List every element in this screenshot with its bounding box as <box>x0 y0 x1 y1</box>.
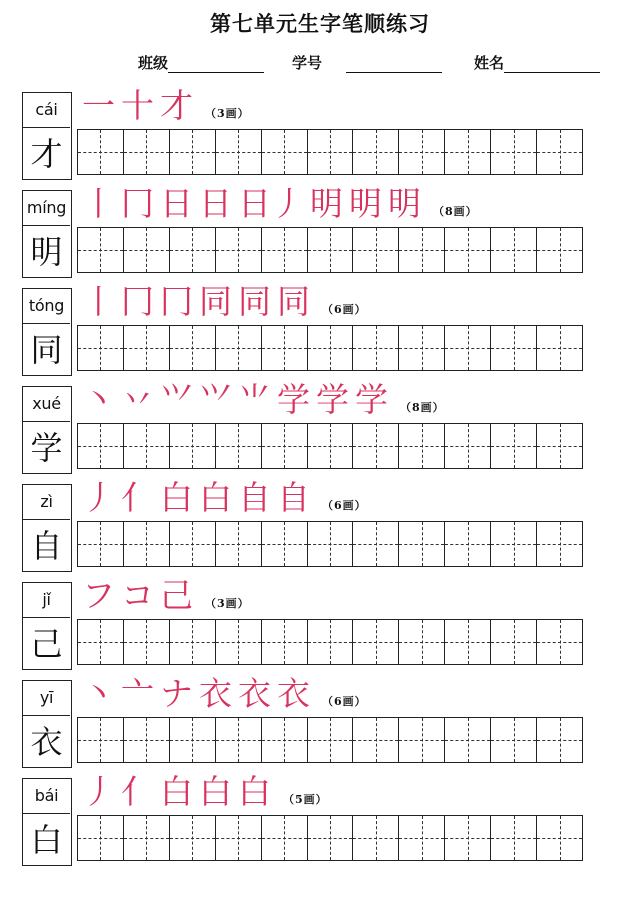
writing-cell[interactable] <box>78 130 124 174</box>
stroke-order-sequence <box>82 84 250 128</box>
stroke-step: 白 <box>199 478 232 517</box>
stroke-step: 亻 <box>121 772 154 811</box>
stroke-step: 学 <box>316 380 349 419</box>
writing-cell[interactable] <box>216 424 262 468</box>
practice-row <box>22 380 622 476</box>
writing-cell[interactable] <box>124 130 170 174</box>
writing-cell[interactable] <box>78 718 124 762</box>
pinyin-label: cái <box>23 95 70 128</box>
pinyin-label: yī <box>23 683 70 716</box>
writing-cell[interactable] <box>216 816 262 860</box>
stroke-step: 学 <box>355 380 388 419</box>
stroke-order-sequence <box>82 476 367 520</box>
stroke-step: 学 <box>277 380 310 419</box>
writing-grid <box>77 227 583 273</box>
stroke-order-sequence <box>82 574 250 618</box>
stroke-count: （8画） <box>400 400 445 414</box>
stroke-order-sequence <box>82 182 478 226</box>
stroke-step: 衣 <box>199 674 232 713</box>
writing-cell[interactable] <box>537 130 582 174</box>
writing-cell[interactable] <box>537 424 582 468</box>
writing-cell[interactable] <box>170 130 216 174</box>
stroke-step: 一 <box>82 86 115 125</box>
writing-cell[interactable] <box>491 130 537 174</box>
writing-cell[interactable] <box>170 620 216 664</box>
writing-cell[interactable] <box>78 620 124 664</box>
hanzi-character: 己 <box>30 625 63 663</box>
stroke-count: （3画） <box>205 106 250 120</box>
stroke-step: 同 <box>277 282 310 321</box>
writing-cell[interactable] <box>78 424 124 468</box>
character-box <box>22 582 72 670</box>
writing-cell[interactable] <box>399 424 445 468</box>
stroke-step: フ <box>82 576 115 615</box>
name-field <box>474 52 600 73</box>
stroke-step: 丿 <box>82 478 115 517</box>
stroke-count: （5画） <box>283 792 328 806</box>
character-box <box>22 190 72 278</box>
writing-cell[interactable] <box>445 130 491 174</box>
writing-cell[interactable] <box>491 718 537 762</box>
stroke-step: 日 <box>199 184 232 223</box>
writing-cell[interactable] <box>308 130 354 174</box>
stroke-step: 衣 <box>238 674 271 713</box>
writing-grid <box>77 619 583 665</box>
writing-cell[interactable] <box>537 522 582 566</box>
writing-cell[interactable] <box>262 816 308 860</box>
character-box <box>22 288 72 376</box>
writing-cell[interactable] <box>399 816 445 860</box>
stroke-step: 十 <box>121 86 154 125</box>
stroke-step: 白 <box>160 478 193 517</box>
stroke-count: （6画） <box>322 694 367 708</box>
writing-cell[interactable] <box>308 228 354 272</box>
stroke-count: （3画） <box>205 596 250 610</box>
stroke-step: 明 <box>388 184 421 223</box>
stroke-count: （8画） <box>433 204 478 218</box>
writing-cell[interactable] <box>399 228 445 272</box>
name-blank[interactable] <box>504 54 600 73</box>
stroke-step: 丷 <box>121 380 154 419</box>
writing-cell[interactable] <box>170 522 216 566</box>
writing-cell[interactable] <box>491 522 537 566</box>
writing-cell[interactable] <box>491 424 537 468</box>
writing-cell[interactable] <box>537 326 582 370</box>
writing-cell[interactable] <box>124 816 170 860</box>
stroke-step: 己 <box>160 576 193 615</box>
stroke-step: 丨 <box>82 282 115 321</box>
writing-cell[interactable] <box>124 718 170 762</box>
hanzi-character: 同 <box>30 331 63 369</box>
writing-cell[interactable] <box>353 424 399 468</box>
writing-cell[interactable] <box>78 816 124 860</box>
writing-cell[interactable] <box>262 424 308 468</box>
stroke-step: ナ <box>160 674 193 713</box>
stroke-step: 日丿 <box>238 184 304 223</box>
writing-cell[interactable] <box>262 718 308 762</box>
writing-cell[interactable] <box>308 326 354 370</box>
number-blank[interactable] <box>346 54 442 73</box>
writing-cell[interactable] <box>308 816 354 860</box>
stroke-step: 同 <box>199 282 232 321</box>
stroke-step: 丶 <box>82 674 115 713</box>
practice-row <box>22 674 622 770</box>
writing-cell[interactable] <box>78 522 124 566</box>
pinyin-label: tóng <box>23 291 70 324</box>
stroke-step: 才 <box>160 86 193 125</box>
writing-cell[interactable] <box>78 326 124 370</box>
stroke-step: 白 <box>199 772 232 811</box>
character-box <box>22 92 72 180</box>
stroke-step: 白 <box>238 772 271 811</box>
writing-cell[interactable] <box>308 522 354 566</box>
writing-cell[interactable] <box>353 130 399 174</box>
writing-cell[interactable] <box>399 326 445 370</box>
pinyin-label: xué <box>23 389 70 422</box>
stroke-step: コ <box>121 576 154 615</box>
stroke-order-sequence <box>82 770 328 814</box>
writing-grid <box>77 325 583 371</box>
writing-cell[interactable] <box>353 816 399 860</box>
stroke-step: 日 <box>160 184 193 223</box>
stroke-count: （6画） <box>322 498 367 512</box>
stroke-step: 冂 <box>121 282 154 321</box>
practice-row <box>22 86 622 182</box>
stroke-step: 白 <box>160 772 193 811</box>
writing-cell[interactable] <box>491 620 537 664</box>
writing-cell[interactable] <box>537 620 582 664</box>
stroke-step: 冂 <box>160 282 193 321</box>
practice-row <box>22 184 622 280</box>
writing-cell[interactable] <box>216 522 262 566</box>
writing-grid <box>77 521 583 567</box>
stroke-step: 明 <box>310 184 343 223</box>
writing-cell[interactable] <box>491 326 537 370</box>
class-blank[interactable] <box>168 54 264 73</box>
writing-cell[interactable] <box>262 326 308 370</box>
hanzi-character: 自 <box>30 527 63 565</box>
hanzi-character: 明 <box>30 233 63 271</box>
writing-cell[interactable] <box>537 228 582 272</box>
stroke-step: ⺌ <box>238 380 271 419</box>
class-field <box>138 52 264 73</box>
writing-cell[interactable] <box>262 228 308 272</box>
writing-cell[interactable] <box>353 718 399 762</box>
writing-cell[interactable] <box>124 620 170 664</box>
writing-cell[interactable] <box>399 130 445 174</box>
stroke-step: 亠 <box>121 674 154 713</box>
writing-cell[interactable] <box>353 228 399 272</box>
stroke-step: 冂 <box>121 184 154 223</box>
pinyin-label: zì <box>23 487 70 520</box>
writing-cell[interactable] <box>445 424 491 468</box>
writing-cell[interactable] <box>445 326 491 370</box>
stroke-step: ⺍ <box>160 380 193 419</box>
writing-grid <box>77 717 583 763</box>
writing-cell[interactable] <box>216 326 262 370</box>
writing-cell[interactable] <box>124 424 170 468</box>
number-label: 学号 <box>292 54 323 72</box>
writing-cell[interactable] <box>216 130 262 174</box>
writing-cell[interactable] <box>445 228 491 272</box>
writing-cell[interactable] <box>399 522 445 566</box>
stroke-order-sequence <box>82 280 367 324</box>
writing-cell[interactable] <box>537 718 582 762</box>
stroke-step: 丨 <box>82 184 115 223</box>
writing-cell[interactable] <box>124 326 170 370</box>
writing-cell[interactable] <box>124 522 170 566</box>
writing-cell[interactable] <box>399 620 445 664</box>
writing-cell[interactable] <box>308 620 354 664</box>
writing-cell[interactable] <box>445 718 491 762</box>
practice-row <box>22 772 622 868</box>
writing-cell[interactable] <box>353 326 399 370</box>
stroke-order-sequence <box>82 672 367 716</box>
stroke-step: 丿 <box>82 772 115 811</box>
writing-cell[interactable] <box>308 718 354 762</box>
writing-cell[interactable] <box>445 522 491 566</box>
stroke-order-sequence <box>82 378 445 422</box>
stroke-step: 明 <box>349 184 382 223</box>
writing-grid <box>77 423 583 469</box>
character-box <box>22 680 72 768</box>
class-label: 班级 <box>138 54 169 72</box>
stroke-step: 丶 <box>82 380 115 419</box>
number-field <box>292 52 442 73</box>
writing-cell[interactable] <box>216 228 262 272</box>
writing-cell[interactable] <box>170 228 216 272</box>
writing-cell[interactable] <box>170 326 216 370</box>
pinyin-label: bái <box>23 781 70 814</box>
name-label: 姓名 <box>474 54 505 72</box>
writing-cell[interactable] <box>170 424 216 468</box>
pinyin-label: míng <box>23 193 70 226</box>
character-box <box>22 386 72 474</box>
writing-cell[interactable] <box>78 228 124 272</box>
practice-row <box>22 282 622 378</box>
stroke-step: 亻 <box>121 478 154 517</box>
writing-cell[interactable] <box>399 718 445 762</box>
practice-row <box>22 576 622 672</box>
writing-cell[interactable] <box>308 424 354 468</box>
hanzi-character: 学 <box>30 429 63 467</box>
writing-cell[interactable] <box>124 228 170 272</box>
writing-cell[interactable] <box>353 620 399 664</box>
writing-cell[interactable] <box>353 522 399 566</box>
writing-cell[interactable] <box>537 816 582 860</box>
character-box <box>22 484 72 572</box>
stroke-step: ⺍ <box>199 380 232 419</box>
writing-cell[interactable] <box>216 620 262 664</box>
hanzi-character: 衣 <box>30 723 63 761</box>
stroke-count: （6画） <box>322 302 367 316</box>
stroke-step: 自 <box>238 478 271 517</box>
writing-cell[interactable] <box>491 816 537 860</box>
writing-cell[interactable] <box>445 620 491 664</box>
stroke-step: 自 <box>277 478 310 517</box>
hanzi-character: 白 <box>30 821 63 859</box>
writing-cell[interactable] <box>491 228 537 272</box>
page-title: 第七单元生字笔顺练习 <box>210 11 430 36</box>
writing-grid <box>77 815 583 861</box>
writing-cell[interactable] <box>216 718 262 762</box>
writing-cell[interactable] <box>262 130 308 174</box>
practice-row <box>22 478 622 574</box>
hanzi-character: 才 <box>30 135 63 173</box>
writing-cell[interactable] <box>170 718 216 762</box>
writing-cell[interactable] <box>262 522 308 566</box>
stroke-step: 同 <box>238 282 271 321</box>
stroke-step: 衣 <box>277 674 310 713</box>
writing-grid <box>77 129 583 175</box>
writing-cell[interactable] <box>262 620 308 664</box>
character-box <box>22 778 72 866</box>
writing-cell[interactable] <box>170 816 216 860</box>
writing-cell[interactable] <box>445 816 491 860</box>
pinyin-label: jǐ <box>23 585 70 618</box>
